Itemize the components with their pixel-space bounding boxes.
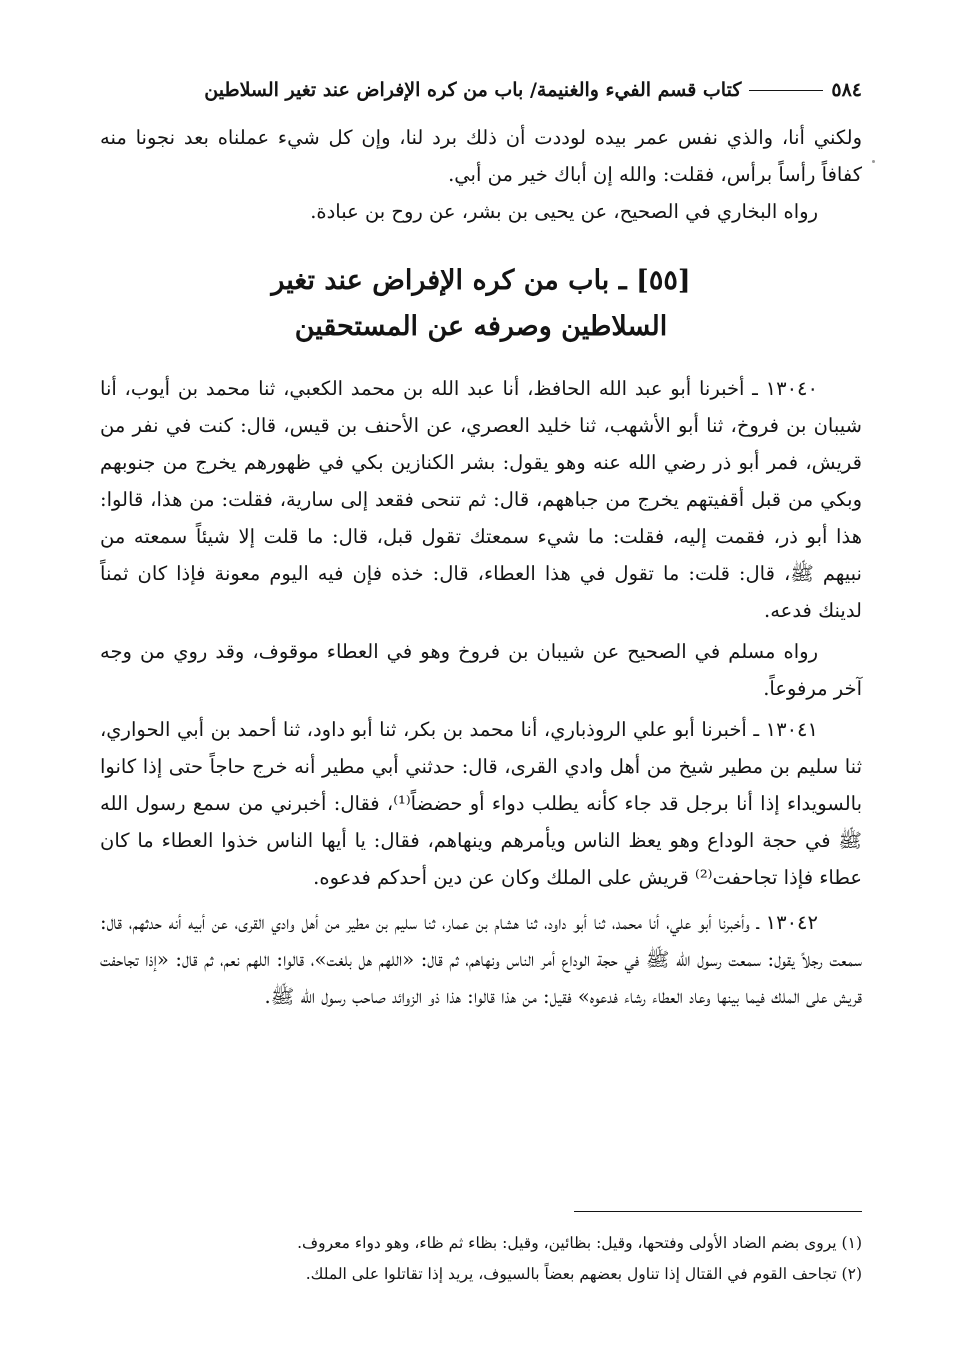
continued-paragraph: ولكني أنا، والذي نفس عمر بيده لوددت أن ذلك برد لنا، وإن كل شيء عملناه بعد نجونا منه كفافاً رأساً برأس، فقلت: والله إن أباك خير من أبي. <box>100 126 862 186</box>
narration-note-muslim: رواه مسلم في الصحيح عن شيبان بن فروخ وهو في العطاء موقوف، وقد روي من وجه آخر مرفوعاً. <box>100 640 862 700</box>
main-text <box>100 119 862 1015</box>
hadith-13042: ١٣٠٤٢ ـ وأخبرنا أبو علي، أنا محمد، ثنا أبو داود، ثنا هشام بن عمار، ثنا سليم بن مطير من أهل وادي القرى، عن أبيه أنه حدثهم، قال: سمعت رجلاً يقول: سمعت رسول الله ﷺ في حجة الوداع أمر الناس ونهاهم، ثم قال: «اللهم هل بلغت»، قالوا: اللهم نعم، ثم قال: «إذا تجاحفت قريش على الملك فيما بينها وعاد العطاء رشاء فدعوه» فقيل: من هذا قالوا: هذا ذو الزوائد صاحب رسول الله ﷺ. <box>100 911 862 1008</box>
narration-note: رواه البخاري في الصحيح، عن يحيى بن بشر، عن روح بن عبادة. <box>310 200 818 223</box>
hadith-13040: ١٣٠٤٠ ـ أخبرنا أبو عبد الله الحافظ، أنا عبد الله بن محمد الكعبي، ثنا محمد بن أيوب، أنا شيبان بن فروخ، ثنا أبو الأشهب، ثنا خليد العصري، عن الأحنف بن قيس، قال: كنت في نفر من قريش، فمر أبو ذر رضي الله عنه وهو يقول: بشر الكنازين بكي في ظهورهم يخرج من جنوبهم وبكي من قبل أقفيتهم يخرج من جباههم، قال: ثم تنحى فقعد إلى سارية، فقلت: من هذا، قالوا: هذا أبو ذر، فقمت إليه، فقلت: ما شيء سمعتك تقول قبل، قال: ما قلت إلا شيئاً سمعته من نبيهم ﷺ، قال: قلت: ما تقول في هذا العطاء، قال: خذه فإن فيه اليوم معونة فإذا كان ثمناً لدينك فدعه. <box>100 377 862 622</box>
page-number: ٥٨٤ <box>831 79 862 101</box>
chapter-heading-line-2: السلاطين وصرفه عن المستحقين <box>294 311 668 342</box>
header-rule <box>749 90 823 91</box>
running-header <box>100 74 862 106</box>
margin-mark <box>872 160 875 163</box>
chapter-heading-line-1: [٥٥] ـ باب من كره الإفراض عند تغير <box>271 265 691 296</box>
footnotes <box>100 1228 862 1290</box>
footnote-2: (٢) تجاحف القوم في القتال إذا تناول بعضهم بعضاً بالسيوف، يريد إذا تقاتلوا على الملك. <box>305 1265 862 1283</box>
hadith-13041: ١٣٠٤١ ـ أخبرنا أبو علي الروذباري، أنا محمد بن بكر، ثنا أبو داود، ثنا أحمد بن أبي الحواري، ثنا سليم بن مطير شيخ من أهل وادي القرى، قال: حدثني أبي مطير أنه خرج حاجاً حتى إذا كانوا بالسويداء إذا أنا برجل قد جاء كأنه يطلب دواء أو حضضاً⁽¹⁾، فقال: أخبرني من سمع رسول الله ﷺ في حجة الوداع وهو يعظ الناس ويأمرهم وينهاهم، فقال: يا أيها الناس خذوا العطاء ما كان عطاء فإذا تجاحفت⁽²⁾ قريش على الملك وكان عن دين أحدكم فدعوه. <box>100 718 862 889</box>
footnote-1: (١) يروى بضم الضاد الأولى وفتحها، وقيل: بظائين، وقيل: بظاء ثم ظاء، وهو دواء معروف. <box>297 1234 862 1252</box>
header-title: كتاب قسم الفيء والغنيمة/ باب من كره الإفراض عند تغير السلاطين <box>204 79 742 101</box>
chapter-heading <box>100 258 862 350</box>
footnote-separator <box>574 1211 862 1212</box>
